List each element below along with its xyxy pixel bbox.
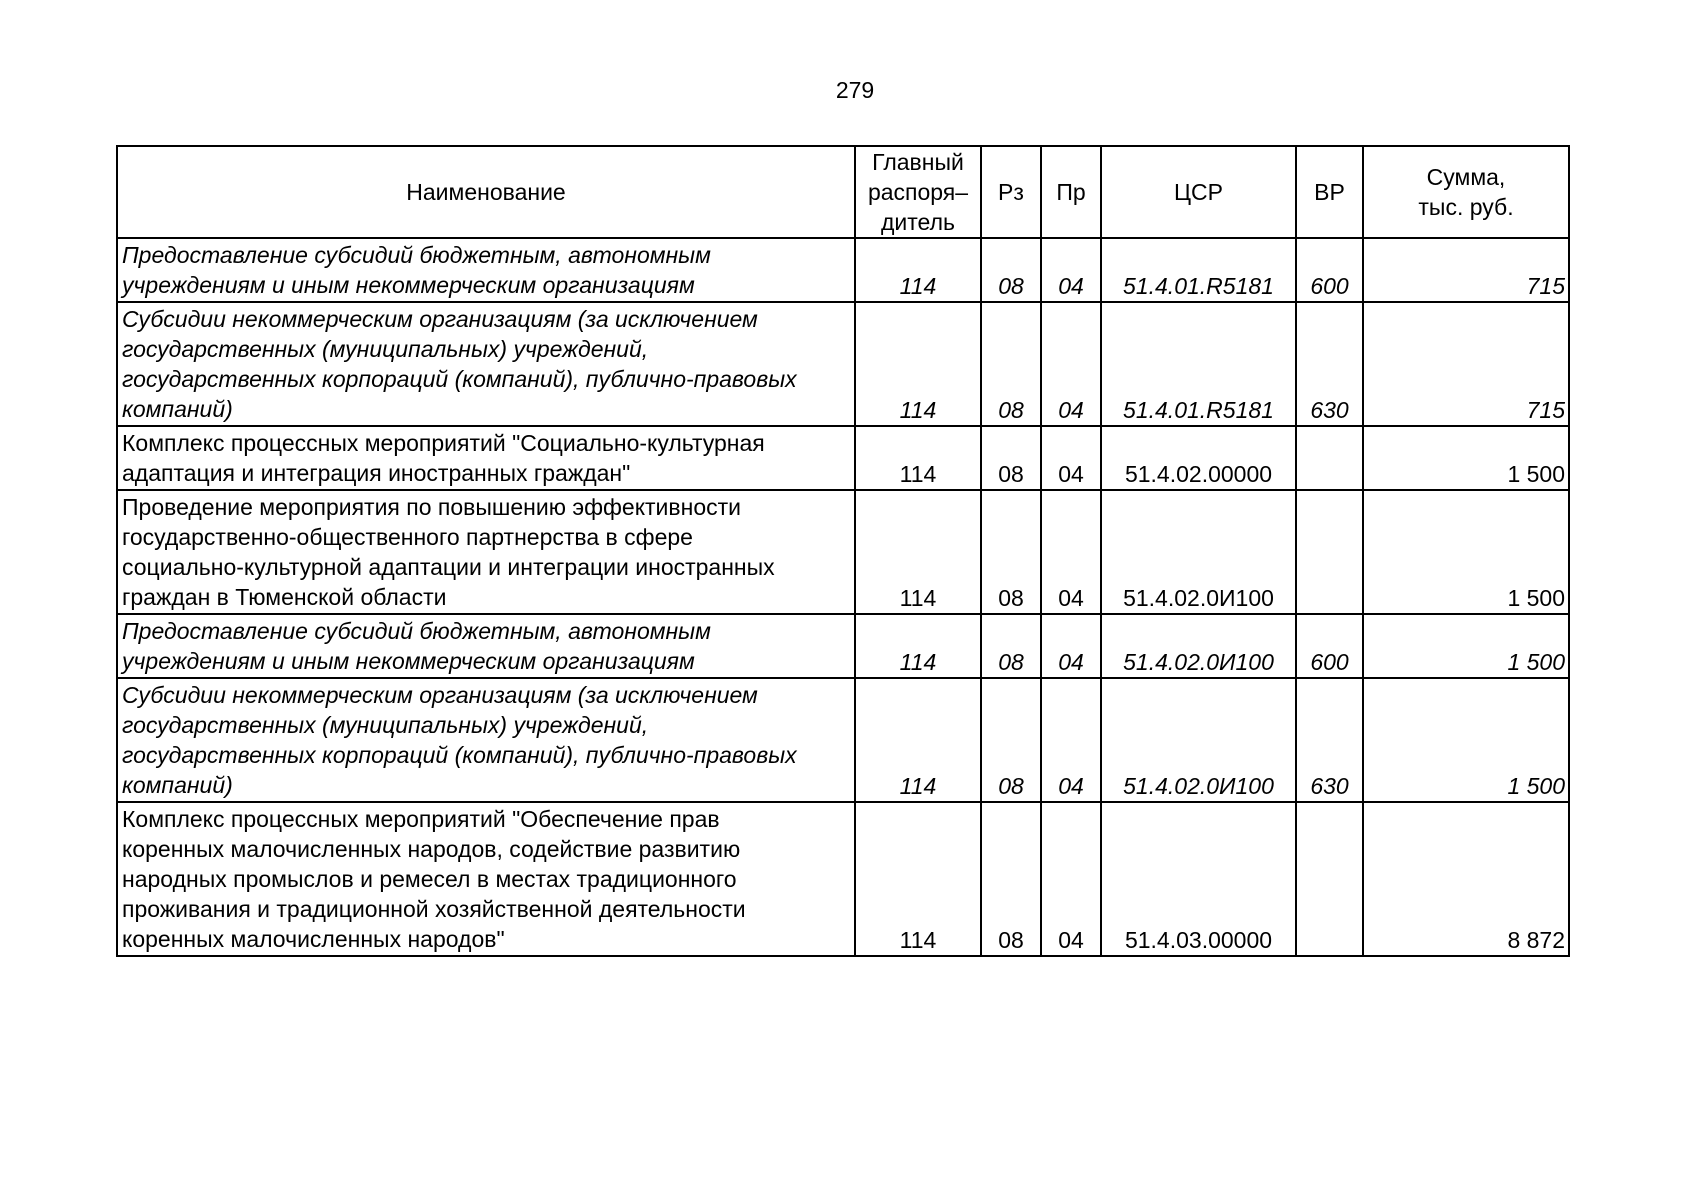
row-rz: 08 [981, 802, 1041, 956]
row-vr: 600 [1296, 238, 1363, 302]
row-sum: 715 [1363, 302, 1569, 426]
row-name-line: компаний) [122, 396, 233, 422]
row-sum: 715 [1363, 238, 1569, 302]
row-rz: 08 [981, 678, 1041, 802]
table-row [117, 426, 1569, 490]
row-vr [1296, 426, 1363, 490]
row-pr: 04 [1041, 238, 1101, 302]
row-vr: 600 [1296, 614, 1363, 678]
row-name-line: Субсидии некоммерческим организациям (за исключением [122, 682, 758, 708]
row-rz: 08 [981, 490, 1041, 614]
row-csr: 51.4.03.00000 [1101, 802, 1296, 956]
row-pr: 04 [1041, 678, 1101, 802]
row-name [117, 302, 855, 426]
header-vr: ВР [1296, 146, 1363, 238]
row-sum: 1 500 [1363, 614, 1569, 678]
row-rz: 08 [981, 238, 1041, 302]
row-name [117, 490, 855, 614]
row-pr: 04 [1041, 802, 1101, 956]
row-name-line: граждан в Тюменской области [122, 584, 447, 610]
table-row [117, 678, 1569, 802]
row-name [117, 238, 855, 302]
row-name-line: государственных (муниципальных) учреждений, [122, 712, 649, 738]
row-name-line: Предоставление субсидий бюджетным, автономным [122, 242, 711, 268]
row-manager: 114 [855, 614, 981, 678]
row-rz: 08 [981, 426, 1041, 490]
row-name-line: государственных корпораций (компаний), публично-правовых [122, 366, 797, 392]
table-row [117, 802, 1569, 956]
table-body [117, 238, 1569, 956]
row-name-line: народных промыслов и ремесел в местах традиционного [122, 866, 737, 892]
table-row [117, 614, 1569, 678]
header-name: Наименование [117, 146, 855, 238]
row-pr: 04 [1041, 490, 1101, 614]
row-name-line: коренных малочисленных народов" [122, 926, 505, 952]
row-name [117, 802, 855, 956]
header-manager-line: дитель [881, 209, 955, 235]
row-pr: 04 [1041, 614, 1101, 678]
row-name-line: социально-культурной адаптации и интеграции иностранных [122, 554, 775, 580]
row-manager: 114 [855, 802, 981, 956]
header-manager [855, 146, 981, 238]
row-sum: 1 500 [1363, 426, 1569, 490]
row-name-line: Проведение мероприятия по повышению эффективности [122, 494, 742, 520]
row-name [117, 426, 855, 490]
row-name-line: государственных (муниципальных) учреждений, [122, 336, 649, 362]
row-vr [1296, 490, 1363, 614]
page-number: 279 [835, 77, 875, 103]
row-manager: 114 [855, 238, 981, 302]
row-name-line: государственно-общественного партнерства в сфере [122, 524, 693, 550]
table-header-row [117, 146, 1569, 238]
header-csr: ЦСР [1101, 146, 1296, 238]
row-name-line: Субсидии некоммерческим организациям (за исключением [122, 306, 758, 332]
row-manager: 114 [855, 426, 981, 490]
row-name [117, 678, 855, 802]
row-name-line: компаний) [122, 772, 233, 798]
row-vr: 630 [1296, 302, 1363, 426]
row-manager: 114 [855, 678, 981, 802]
header-manager-line: Главный [872, 149, 964, 175]
row-sum: 1 500 [1363, 490, 1569, 614]
row-manager: 114 [855, 490, 981, 614]
table-row [117, 490, 1569, 614]
row-name-line: учреждениям и иным некоммерческим организациям [122, 648, 695, 674]
budget-table [116, 145, 1570, 957]
row-csr: 51.4.01.R5181 [1101, 302, 1296, 426]
row-vr: 630 [1296, 678, 1363, 802]
header-sum-line: тыс. руб. [1418, 194, 1514, 220]
row-pr: 04 [1041, 302, 1101, 426]
row-csr: 51.4.02.0И100 [1101, 614, 1296, 678]
row-name-line: проживания и традиционной хозяйственной деятельности [122, 896, 746, 922]
row-name-line: государственных корпораций (компаний), публично-правовых [122, 742, 797, 768]
row-pr: 04 [1041, 426, 1101, 490]
row-name-line: учреждениям и иным некоммерческим организациям [122, 272, 695, 298]
row-csr: 51.4.02.0И100 [1101, 490, 1296, 614]
table-row [117, 238, 1569, 302]
row-name-line: Комплекс процессных мероприятий "Обеспечение прав [122, 806, 720, 832]
row-rz: 08 [981, 614, 1041, 678]
row-csr: 51.4.01.R5181 [1101, 238, 1296, 302]
row-name-line: адаптация и интеграция иностранных граждан" [122, 460, 631, 486]
row-name [117, 614, 855, 678]
row-name-line: Комплекс процессных мероприятий "Социально-культурная [122, 430, 765, 456]
header-rz: Рз [981, 146, 1041, 238]
row-sum: 1 500 [1363, 678, 1569, 802]
row-name-line: коренных малочисленных народов, содействие развитию [122, 836, 741, 862]
header-sum [1363, 146, 1569, 238]
table-row [117, 302, 1569, 426]
row-csr: 51.4.02.0И100 [1101, 678, 1296, 802]
row-rz: 08 [981, 302, 1041, 426]
row-sum: 8 872 [1363, 802, 1569, 956]
row-name-line: Предоставление субсидий бюджетным, автономным [122, 618, 711, 644]
header-sum-line: Сумма, [1426, 164, 1506, 190]
row-manager: 114 [855, 302, 981, 426]
row-vr [1296, 802, 1363, 956]
header-pr: Пр [1041, 146, 1101, 238]
row-csr: 51.4.02.00000 [1101, 426, 1296, 490]
header-manager-line: распоря– [867, 179, 969, 205]
